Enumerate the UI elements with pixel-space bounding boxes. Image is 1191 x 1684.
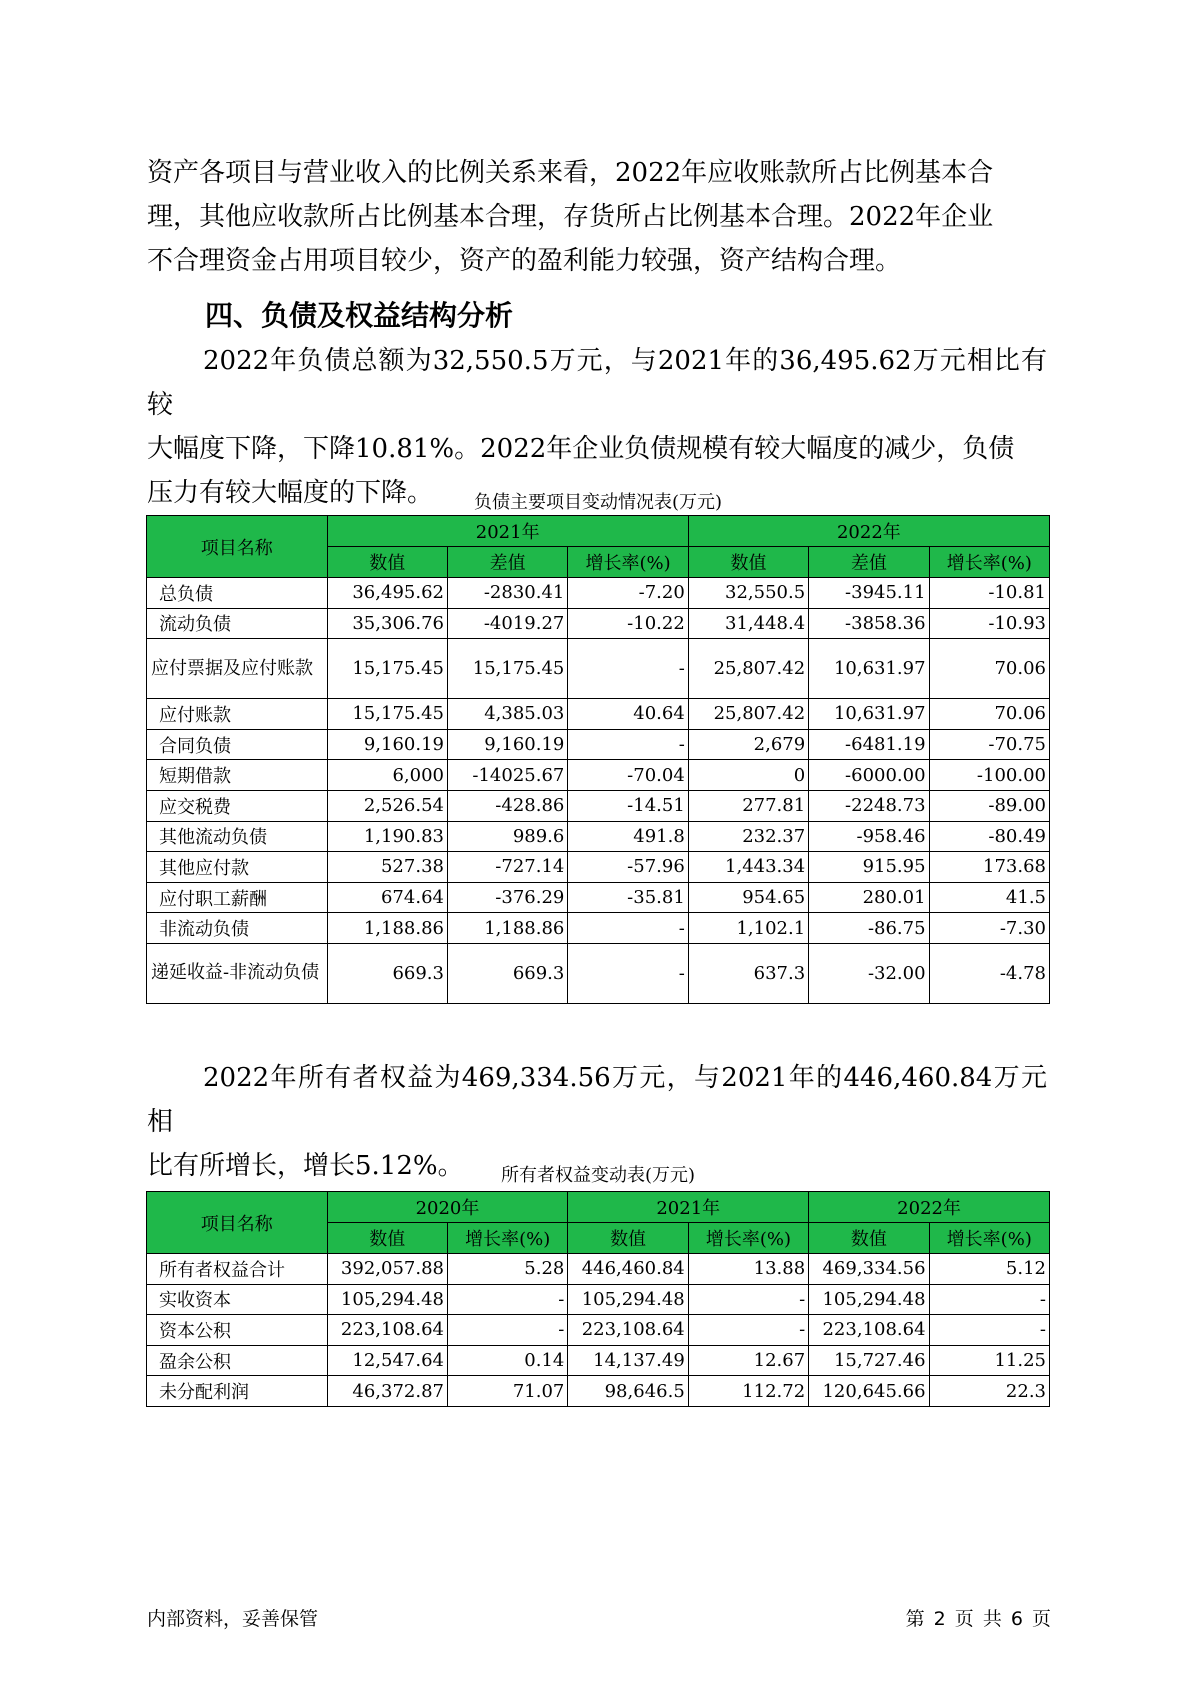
table-cell: 954.65 <box>688 882 808 913</box>
sub-header: 数值 <box>809 1223 929 1254</box>
table-cell: - <box>688 1284 808 1315</box>
table-cell: 22.3 <box>929 1376 1049 1407</box>
table-cell: 15,175.45 <box>327 639 447 699</box>
table-cell: 674.64 <box>327 882 447 913</box>
table-cell: 98,646.5 <box>568 1376 688 1407</box>
row-label: 未分配利润 <box>147 1376 328 1407</box>
year-header: 2022年 <box>809 1192 1050 1223</box>
table-cell: - <box>568 639 688 699</box>
table-cell: 223,108.64 <box>568 1315 688 1346</box>
table-cell: -958.46 <box>809 821 929 852</box>
table-cell: 1,443.34 <box>688 852 808 883</box>
table-cell: 15,175.45 <box>447 639 567 699</box>
table-cell: -7.20 <box>568 578 688 609</box>
row-label: 应付票据及应付账款 <box>147 639 328 699</box>
table-row <box>147 852 1050 883</box>
table-row <box>147 1345 1050 1376</box>
liability-table <box>146 515 1050 1004</box>
table-cell: -10.81 <box>929 578 1049 609</box>
table-cell: 669.3 <box>447 943 567 1003</box>
table-cell: 1,188.86 <box>327 913 447 944</box>
table-cell: 4,385.03 <box>447 699 567 730</box>
table-cell: 41.5 <box>929 882 1049 913</box>
table-cell: -100.00 <box>929 760 1049 791</box>
table-cell: -4019.27 <box>447 608 567 639</box>
table-cell: -89.00 <box>929 790 1049 821</box>
sub-header: 数值 <box>327 547 447 578</box>
table-cell: -10.93 <box>929 608 1049 639</box>
table-cell: -3858.36 <box>809 608 929 639</box>
table-row <box>147 1254 1050 1285</box>
table-row <box>147 1376 1050 1407</box>
table-cell: -376.29 <box>447 882 567 913</box>
table-cell: 1,102.1 <box>688 913 808 944</box>
year-header: 2020年 <box>327 1192 568 1223</box>
table-cell: -14.51 <box>568 790 688 821</box>
year-header: 2021年 <box>327 516 688 547</box>
table-cell: 6,000 <box>327 760 447 791</box>
table-cell: -7.30 <box>929 913 1049 944</box>
equity-line: 比有所增长，增长5.12%。 <box>147 1151 464 1181</box>
sub-header: 增长率(%) <box>929 1223 1049 1254</box>
table-row <box>147 943 1050 1003</box>
sub-header: 增长率(%) <box>447 1223 567 1254</box>
sub-header: 数值 <box>688 547 808 578</box>
table-cell: 46,372.87 <box>327 1376 447 1407</box>
table-cell: -80.49 <box>929 821 1049 852</box>
table-cell: 14,137.49 <box>568 1345 688 1376</box>
table-cell: 13.88 <box>688 1254 808 1285</box>
table-cell: 70.06 <box>929 639 1049 699</box>
table-cell: 71.07 <box>447 1376 567 1407</box>
table-cell: -35.81 <box>568 882 688 913</box>
liability-table-caption: 负债主要项目变动情况表(万元) <box>473 492 723 513</box>
row-label: 其他应付款 <box>147 852 328 883</box>
table-cell: -10.22 <box>568 608 688 639</box>
table-cell: 12.67 <box>688 1345 808 1376</box>
table-cell: - <box>568 729 688 760</box>
table-cell: 637.3 <box>688 943 808 1003</box>
sub-header: 数值 <box>327 1223 447 1254</box>
table-cell: 5.12 <box>929 1254 1049 1285</box>
table-cell: 491.8 <box>568 821 688 852</box>
table-cell: 469,334.56 <box>809 1254 929 1285</box>
table-cell: 223,108.64 <box>327 1315 447 1346</box>
table-cell: 5.28 <box>447 1254 567 1285</box>
table-row <box>147 760 1050 791</box>
table-cell: 0 <box>688 760 808 791</box>
table-row <box>147 729 1050 760</box>
table-cell: - <box>568 943 688 1003</box>
table-cell: 10,631.97 <box>809 699 929 730</box>
table-cell: 173.68 <box>929 852 1049 883</box>
table-cell: 105,294.48 <box>809 1284 929 1315</box>
table-cell: - <box>447 1315 567 1346</box>
row-label: 合同负债 <box>147 729 328 760</box>
row-label: 其他流动负债 <box>147 821 328 852</box>
sub-header: 增长率(%) <box>929 547 1049 578</box>
table-cell: -2830.41 <box>447 578 567 609</box>
footer-confidential-note: 内部资料，妥善保管 <box>147 1608 319 1630</box>
table-cell: 527.38 <box>327 852 447 883</box>
table-row <box>147 790 1050 821</box>
row-label: 应付职工薪酬 <box>147 882 328 913</box>
name-header: 项目名称 <box>147 516 328 578</box>
row-label: 应付账款 <box>147 699 328 730</box>
table-cell: 280.01 <box>809 882 929 913</box>
table-cell: 31,448.4 <box>688 608 808 639</box>
table-cell: -6000.00 <box>809 760 929 791</box>
table-cell: 10,631.97 <box>809 639 929 699</box>
liability-line: 2022年负债总额为32,550.5万元，与2021年的36,495.62万元相比有较 <box>147 346 1047 420</box>
name-header: 项目名称 <box>147 1192 328 1254</box>
liability-line: 压力有较大幅度的下降。 <box>147 478 434 508</box>
table-row <box>147 578 1050 609</box>
table-cell: 12,547.64 <box>327 1345 447 1376</box>
table-cell: 112.72 <box>688 1376 808 1407</box>
table-cell: - <box>447 1284 567 1315</box>
table-cell: 915.95 <box>809 852 929 883</box>
table-cell: 25,807.42 <box>688 639 808 699</box>
row-label: 短期借款 <box>147 760 328 791</box>
table-cell: -57.96 <box>568 852 688 883</box>
table-cell: 446,460.84 <box>568 1254 688 1285</box>
table-cell: 40.64 <box>568 699 688 730</box>
table-cell: 669.3 <box>327 943 447 1003</box>
table-row <box>147 913 1050 944</box>
row-label: 所有者权益合计 <box>147 1254 328 1285</box>
intro-paragraph <box>147 151 1047 283</box>
row-label: 应交税费 <box>147 790 328 821</box>
table-cell: - <box>688 1315 808 1346</box>
table-cell: - <box>568 913 688 944</box>
table-cell: 232.37 <box>688 821 808 852</box>
sub-header: 数值 <box>568 1223 688 1254</box>
table-row <box>147 608 1050 639</box>
sub-header: 差值 <box>809 547 929 578</box>
table-cell: 0.14 <box>447 1345 567 1376</box>
table-cell: -428.86 <box>447 790 567 821</box>
table-cell: -727.14 <box>447 852 567 883</box>
table-cell: - <box>929 1284 1049 1315</box>
section-heading: 四、负债及权益结构分析 <box>205 299 514 332</box>
row-label: 非流动负债 <box>147 913 328 944</box>
table-cell: 989.6 <box>447 821 567 852</box>
table-cell: 120,645.66 <box>809 1376 929 1407</box>
table-cell: -86.75 <box>809 913 929 944</box>
table-cell: 9,160.19 <box>327 729 447 760</box>
table-cell: 9,160.19 <box>447 729 567 760</box>
table-cell: 223,108.64 <box>809 1315 929 1346</box>
table-cell: 105,294.48 <box>327 1284 447 1315</box>
intro-line: 理，其他应收款所占比例基本合理，存货所占比例基本合理。2022年企业 <box>147 202 994 232</box>
table-row <box>147 882 1050 913</box>
row-label: 资本公积 <box>147 1315 328 1346</box>
table-cell: -70.04 <box>568 760 688 791</box>
footer-page-number: 第 2 页 共 6 页 <box>905 1608 1051 1630</box>
table-cell: 32,550.5 <box>688 578 808 609</box>
table-cell: 105,294.48 <box>568 1284 688 1315</box>
equity-table-caption: 所有者权益变动表(万元) <box>500 1165 696 1186</box>
table-cell: 35,306.76 <box>327 608 447 639</box>
table-cell: 11.25 <box>929 1345 1049 1376</box>
table-cell: -70.75 <box>929 729 1049 760</box>
table-cell: 2,679 <box>688 729 808 760</box>
table-cell: 25,807.42 <box>688 699 808 730</box>
table-row <box>147 1284 1050 1315</box>
intro-line: 资产各项目与营业收入的比例关系来看，2022年应收账款所占比例基本合 <box>147 158 994 188</box>
equity-table <box>146 1191 1050 1407</box>
table-cell: -2248.73 <box>809 790 929 821</box>
table-row <box>147 639 1050 699</box>
table-cell: 70.06 <box>929 699 1049 730</box>
row-label: 流动负债 <box>147 608 328 639</box>
sub-header: 增长率(%) <box>688 1223 808 1254</box>
sub-header: 差值 <box>447 547 567 578</box>
table-cell: 2,526.54 <box>327 790 447 821</box>
liability-paragraph <box>147 339 1047 515</box>
liability-line: 大幅度下降，下降10.81%。2022年企业负债规模有较大幅度的减少，负债 <box>147 434 1015 464</box>
table-cell: 15,727.46 <box>809 1345 929 1376</box>
table-row <box>147 821 1050 852</box>
row-label: 盈余公积 <box>147 1345 328 1376</box>
table-row <box>147 699 1050 730</box>
year-header: 2022年 <box>688 516 1049 547</box>
table-cell: -6481.19 <box>809 729 929 760</box>
row-label: 递延收益-非流动负债 <box>147 943 328 1003</box>
table-cell: - <box>929 1315 1049 1346</box>
row-label: 总负债 <box>147 578 328 609</box>
row-label: 实收资本 <box>147 1284 328 1315</box>
table-cell: 15,175.45 <box>327 699 447 730</box>
equity-line: 2022年所有者权益为469,334.56万元，与2021年的446,460.84万元相 <box>147 1063 1047 1137</box>
intro-line: 不合理资金占用项目较少，资产的盈利能力较强，资产结构合理。 <box>147 246 902 276</box>
table-cell: 1,190.83 <box>327 821 447 852</box>
table-cell: -32.00 <box>809 943 929 1003</box>
table-cell: -4.78 <box>929 943 1049 1003</box>
table-cell: -3945.11 <box>809 578 929 609</box>
table-cell: 277.81 <box>688 790 808 821</box>
table-cell: 392,057.88 <box>327 1254 447 1285</box>
sub-header: 增长率(%) <box>568 547 688 578</box>
year-header: 2021年 <box>568 1192 809 1223</box>
table-row <box>147 1315 1050 1346</box>
table-cell: 36,495.62 <box>327 578 447 609</box>
table-cell: 1,188.86 <box>447 913 567 944</box>
table-cell: -14025.67 <box>447 760 567 791</box>
